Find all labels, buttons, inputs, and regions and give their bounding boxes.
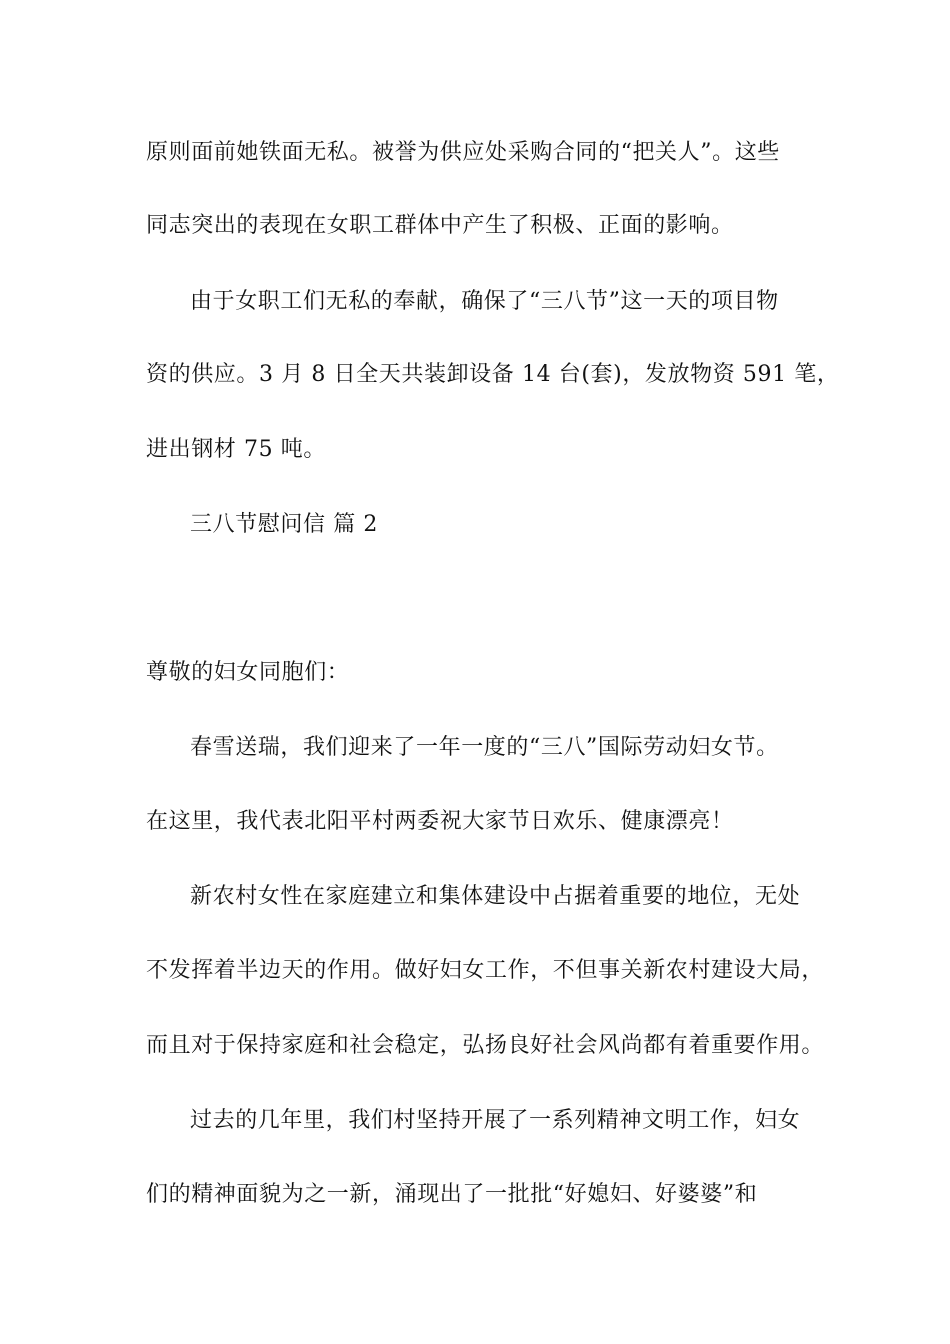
- paragraph-line: 在这里，我代表北阳平村两委祝大家节日欢乐、健康漂亮！: [146, 809, 734, 834]
- paragraph-line: 资的供应。3 月 8 日全天共装卸设备 14 台(套)，发放物资 591 笔，: [146, 362, 840, 387]
- paragraph-line: 原则面前她铁面无私。被誉为供应处采购合同的“把关人”。这些: [146, 140, 780, 165]
- paragraph-line: 们的精神面貌为之一新，涌现出了一批批“好媳妇、好婆婆”和: [146, 1182, 758, 1207]
- paragraph-line: 过去的几年里，我们村坚持开展了一系列精神文明工作，妇女: [190, 1108, 801, 1133]
- section-heading: 三八节慰问信 篇 2: [190, 512, 378, 537]
- paragraph-line: 进出钢材 75 吨。: [146, 437, 326, 462]
- salutation: 尊敬的妇女同胞们：: [146, 660, 350, 685]
- paragraph-line: 不发挥着半边天的作用。做好妇女工作，不但事关新农村建设大局，: [146, 958, 825, 983]
- paragraph-line: 新农村女性在家庭建立和集体建设中占据着重要的地位，无处: [190, 884, 801, 909]
- paragraph-line: 而且对于保持家庭和社会稳定，弘扬良好社会风尚都有着重要作用。: [146, 1033, 825, 1058]
- paragraph-line: 春雪送瑞，我们迎来了一年一度的“三八”国际劳动妇女节。: [190, 735, 779, 760]
- paragraph-line: 同志突出的表现在女职工群体中产生了积极、正面的影响。: [146, 213, 734, 238]
- paragraph-line: 由于女职工们无私的奉献，确保了“三八节”这一天的项目物: [190, 289, 779, 314]
